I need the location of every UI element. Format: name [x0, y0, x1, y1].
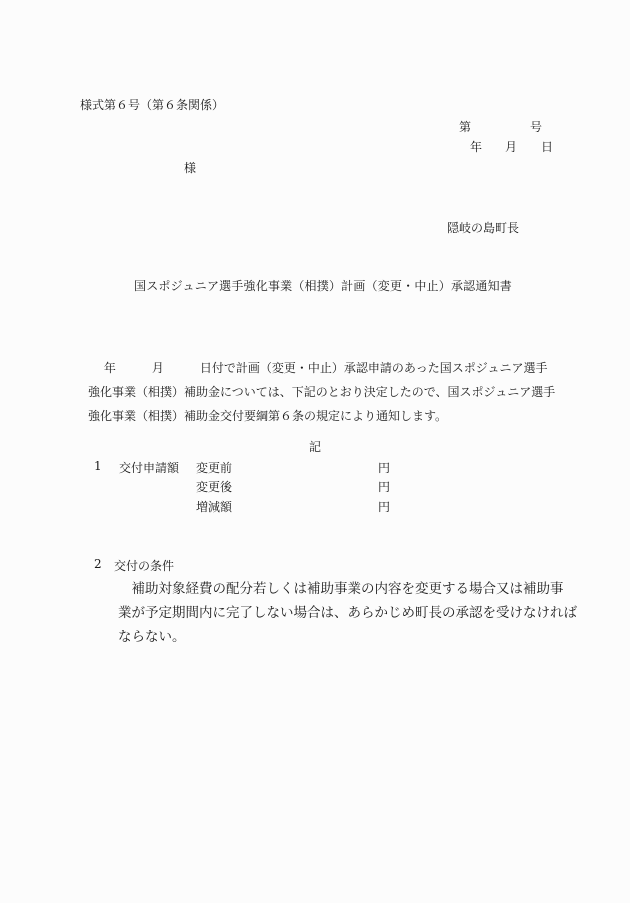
- form-label: 様式第６号（第６条関係）: [80, 98, 225, 112]
- condition-line: 業が予定期間内に完了しない場合は、あらかじめ町長の承認を受けなければ: [118, 605, 577, 621]
- date-day: 日: [541, 140, 554, 154]
- item1-label: 交付申請額: [119, 461, 180, 475]
- condition-line: ならない。: [118, 629, 186, 645]
- body-paragraph: [88, 356, 558, 428]
- amount-label: 変更後: [196, 480, 233, 494]
- body-line: 年 月 日付で計画（変更・中止）承認申請のあった国スポジュニア選手: [88, 361, 548, 375]
- conditions-paragraph: [118, 577, 577, 649]
- issuer-name: 隠岐の島町長: [447, 221, 520, 235]
- addressee-honorific: 様: [184, 161, 197, 175]
- body-line: 強化事業（相撲）補助金については、下記のとおり決定したので、国スポジュニア選手: [88, 385, 556, 399]
- date-year: 年: [470, 140, 483, 154]
- item2-label: 交付の条件: [114, 559, 175, 573]
- body-line: 強化事業（相撲）補助金交付要綱第６条の規定により通知します。: [88, 409, 448, 423]
- item1-number: 1: [94, 459, 102, 473]
- amount-row-difference: [196, 498, 396, 516]
- amount-row-after: [196, 478, 396, 496]
- amount-row-before: [196, 459, 396, 477]
- yen-unit: 円: [378, 500, 391, 514]
- document-title: 国スポジュニア選手強化事業（相撲）計画（変更・中止）承認通知書: [134, 279, 512, 293]
- ki-heading: 記: [309, 440, 322, 454]
- amount-label: 増減額: [196, 500, 233, 514]
- item2-number: 2: [94, 557, 102, 571]
- yen-unit: 円: [378, 480, 391, 494]
- amount-label: 変更前: [196, 461, 233, 475]
- date-month: 月: [505, 140, 518, 154]
- yen-unit: 円: [378, 461, 391, 475]
- condition-line: 補助対象経費の配分若しくは補助事業の内容を変更する場合又は補助事: [118, 581, 564, 597]
- doc-number-prefix: 第: [459, 120, 472, 134]
- doc-number-suffix: 号: [530, 120, 543, 134]
